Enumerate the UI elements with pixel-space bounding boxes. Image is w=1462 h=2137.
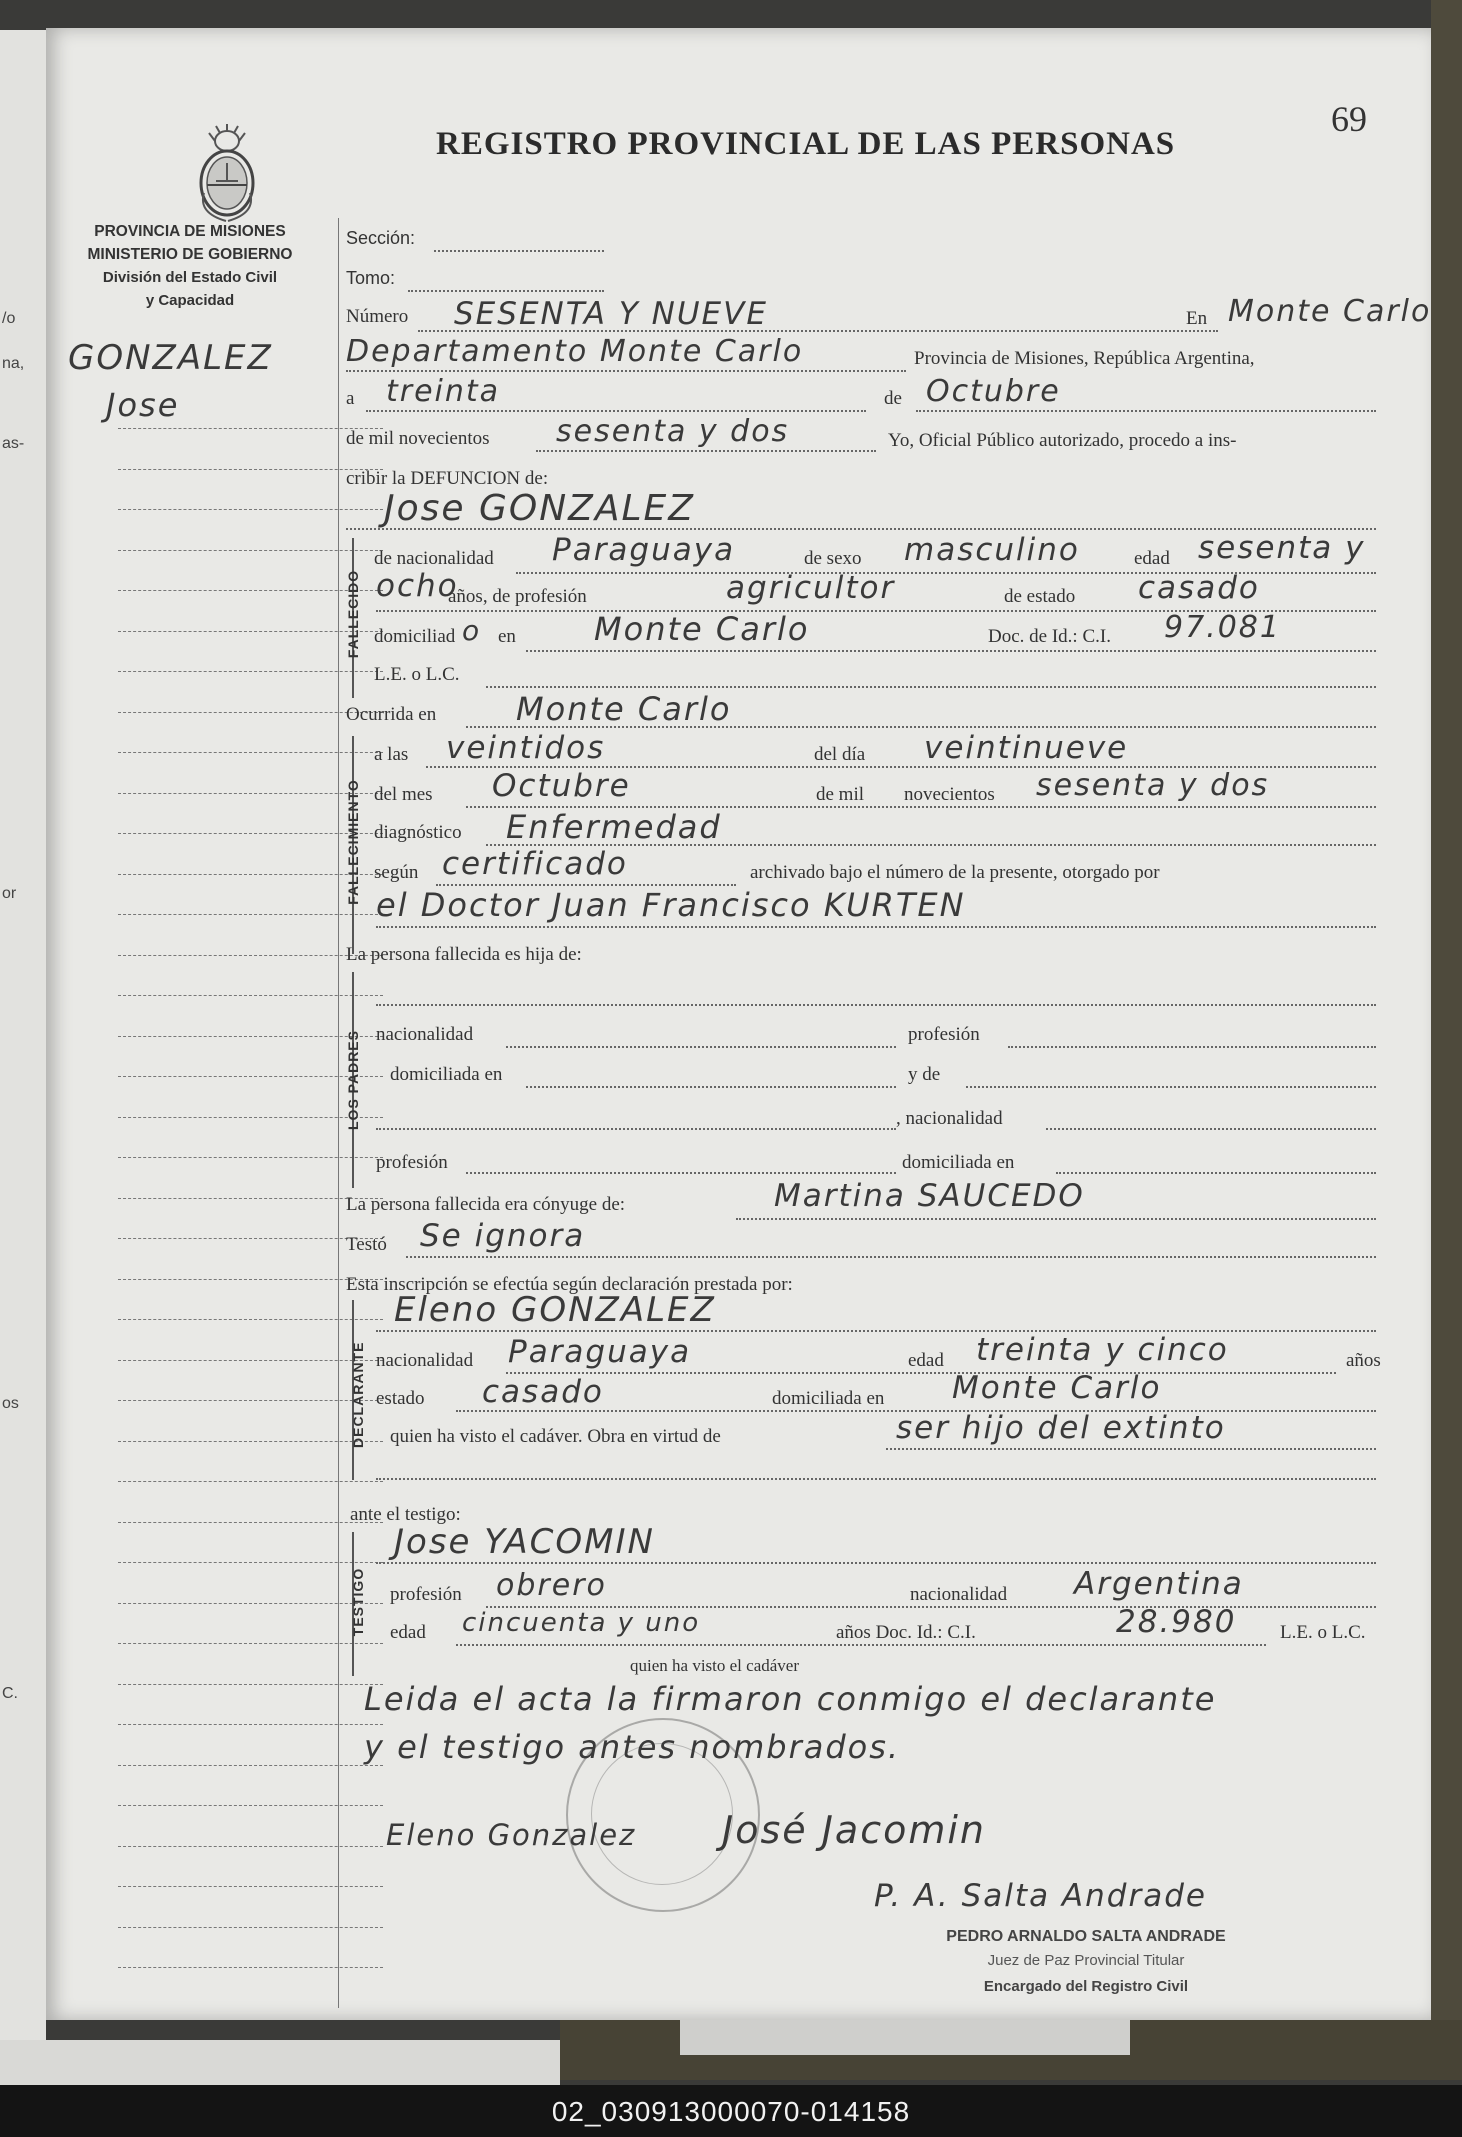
label-del-mes: del mes [374,784,433,805]
testo-line [406,1256,1376,1258]
label-novecientos: novecientos [904,784,995,805]
margin-rule-line [118,428,383,430]
label-domiciliada-en: domiciliada en [390,1064,503,1085]
label-tomo: Tomo: [346,268,396,288]
entry-test-ci: 28.980 [1116,1604,1237,1640]
under-page-strip [680,2015,1130,2055]
margin-rule-line [118,1117,383,1119]
entry-mes-fall: Octubre [492,768,631,804]
label-ante-testigo: ante el testigo: [350,1504,461,1525]
left-page-edge [0,30,46,2040]
label-edad-t: edad [390,1622,426,1643]
entry-mes: Octubre [926,374,1061,409]
label-conyuge: La persona fallecida era cónyuge de: [346,1194,626,1215]
side-label-fallecimiento: FALLECIMIENTO [345,779,361,905]
padre-name-line [376,1004,1376,1006]
madre-profesion-line [466,1172,896,1174]
margin-rule-line [118,1481,383,1483]
margin-rule-line [118,874,383,876]
madre-extra-line [376,1128,896,1130]
margin-rule-line [118,1441,383,1443]
label-domiciliada-en2: domiciliada en [902,1152,1015,1173]
label-edad-d: edad [908,1350,944,1371]
entry-testigo: Jose YACOMIN [394,1522,655,1562]
entry-decl-nacionalidad: Paraguaya [508,1334,692,1370]
entry-nacionalidad: Paraguaya [552,532,736,568]
margin-rule-line [118,1967,383,1969]
decl-nacionalidad-line [506,1372,1336,1374]
closing-line-1: Leida el acta la firmaron conmigo el declarante [364,1680,1217,1718]
left-fragment: /o [2,310,16,327]
testigo-line [376,1562,1376,1564]
label-nacionalidad: nacionalidad [376,1024,474,1045]
domicilio-line [526,650,1376,652]
label-numero: Número [346,306,409,327]
label-seccion: Sección: [346,228,416,248]
header-province: PROVINCIA DE MISIONES [94,223,286,240]
madre-name-line [966,1086,1376,1088]
label-quien-cadaver: quien ha visto el cadáver. Obra en virtud de [390,1426,721,1447]
dia-line [366,410,866,412]
margin-rule-line [118,1400,383,1402]
margin-rule-line [118,1765,383,1767]
entry-sexo: masculino [904,532,1080,568]
left-fragment: or [2,885,17,902]
decl-extra-line [376,1478,1376,1480]
signature-testigo: José Jacomin [722,1808,987,1852]
under-page [0,2040,560,2085]
entry-estado: casado [1138,570,1260,606]
entry-segun: certificado [442,846,628,882]
entry-dia-fall: veintinueve [924,730,1129,766]
label-profesion2: profesión [376,1152,448,1173]
entry-anio-fall: sesenta y dos [1036,768,1270,803]
label-del-dia: del día [814,744,866,765]
left-fragment: C. [2,1685,18,1702]
label-en2: en [498,626,516,647]
entry-domiciliado-suffix: o [462,614,482,647]
entry-ci: 97.081 [1164,610,1281,645]
label-de: de [884,388,902,409]
margin-rule-line [118,1360,383,1362]
label-en: En [1186,308,1208,329]
margin-rule-line [118,1805,383,1807]
padre-domicilio-line [526,1086,896,1088]
entry-test-profesion: obrero [496,1568,607,1603]
margin-rule-line [118,1522,383,1524]
label-hija-de: La persona fallecida es hija de: [346,944,582,965]
margin-rule-line [118,550,383,552]
entry-decl-edad: treinta y cinco [976,1332,1229,1368]
mes-line [916,410,1376,412]
decl-virtud-line [886,1448,1376,1450]
margin-rule-line [118,671,383,673]
label-de-nacionalidad: de nacionalidad [374,548,494,569]
label-doc-id: Doc. de Id.: C.I. [988,626,1111,647]
entry-departamento: Departamento Monte Carlo [346,334,804,369]
label-cribir: cribir la DEFUNCION de: [346,468,549,489]
label-anos-doc: años Doc. Id.: C.I. [836,1622,976,1643]
departamento-line [346,370,906,372]
margin-rule-line [118,752,383,754]
seccion-line [434,250,604,252]
header-capacity: y Capacidad [145,292,235,309]
label-anos: años [1346,1350,1381,1371]
margin-rule-line [118,1684,383,1686]
entry-anio: sesenta y dos [556,414,790,449]
medico-line [376,926,1376,928]
left-fragment: os [2,1395,19,1412]
margin-rule-line [118,631,383,633]
tomo-line [408,290,604,292]
entry-diagnostico: Enfermedad [506,808,722,846]
label-a-las: a las [374,744,409,765]
column-divider [338,218,339,2008]
entry-test-edad: cincuenta y uno [462,1608,701,1638]
margin-rule-line [118,590,383,592]
label-y-de: y de [908,1064,941,1085]
margin-rule-line [118,955,383,957]
margin-rule-line [118,1238,383,1240]
entry-decl-domicilio: Monte Carlo [952,1370,1162,1406]
label-de-estado: de estado [1004,586,1076,607]
entry-medico: el Doctor Juan Francisco KURTEN [376,886,966,924]
label-diagnostico: diagnóstico [374,822,462,843]
margin-rule-line [118,1076,383,1078]
entry-decl-estado: casado [482,1374,604,1410]
entry-hora: veintidos [446,730,606,766]
label-archivado: archivado bajo el número de la presente, otorgado por [750,862,1160,883]
page-number: 69 [1331,99,1367,139]
label-profesion-t: profesión [390,1584,462,1605]
margin-rule-line [118,1279,383,1281]
book-cover-edge [1431,0,1462,2050]
entry-test-nacionalidad: Argentina [1074,1566,1244,1602]
label-de-sexo: de sexo [804,548,862,569]
page-title: REGISTRO PROVINCIAL DE LAS PERSONAS [436,126,1176,162]
margin-rule-line [118,1319,383,1321]
document-page [46,28,1431,2020]
header-block [66,220,314,312]
entry-dia: treinta [386,374,501,409]
margin-rule-line [118,1603,383,1605]
entry-numero: SESENTA Y NUEVE [454,296,768,332]
margin-rule-line [118,712,383,714]
numero-line [418,330,1218,332]
label-yo-oficial: Yo, Oficial Público autorizado, procedo a ins- [888,430,1237,451]
margin-rule-line [118,1036,383,1038]
margin-rule-line [118,833,383,835]
signature-official: P. A. Salta Andrade [874,1878,1207,1914]
madre-domicilio-line [1056,1172,1376,1174]
label-le-lc-t: L.E. o L.C. [1280,1622,1366,1643]
margin-rule-line [118,1927,383,1929]
official-role-2: Encargado del Registro Civil [983,1978,1189,1995]
entry-domicilio: Monte Carlo [594,610,810,648]
le-lc-line [486,686,1376,688]
entry-decl-virtud: ser hijo del extinto [896,1410,1226,1446]
label-profesion: profesión [908,1024,980,1045]
madre-nacionalidad-line [1046,1128,1376,1130]
entry-profesion: agricultor [726,570,896,606]
label-de-mil2: de mil [816,784,865,805]
entry-en: Monte Carlo [1228,294,1432,329]
anio-line [536,450,876,452]
margin-rule-line [118,1157,383,1159]
left-fragment: na, [2,355,25,372]
margin-rule-line [118,509,383,511]
header-ministry: MINISTERIO DE GOBIERNO [87,246,293,263]
entry-edad: sesenta y [1198,530,1366,566]
label-le-lc: L.E. o L.C. [374,664,460,685]
test-edad-line [456,1644,1266,1646]
label-ocurrida-en: Ocurrida en [346,704,437,725]
label-provincia: Provincia de Misiones, República Argentina, [914,348,1255,369]
margin-rule-line [118,1562,383,1564]
label-domiciliada-en-d: domiciliada en [772,1388,885,1409]
margin-given-name: Jose [106,386,180,424]
header-division: División del Estado Civil [102,269,278,286]
margin-rule-line [118,914,383,916]
coat-of-arms-icon [196,123,258,223]
label-segun: según [374,862,419,883]
margin-rule-line [118,1724,383,1726]
footer-id: 02_030913000070-014158 [551,2096,911,2127]
entry-declarante: Eleno GONZALEZ [394,1290,716,1330]
side-label-fallecido: FALLECIDO [345,569,361,659]
label-anos-profesion: años, de profesión [448,586,587,607]
margin-rule-line [118,1846,383,1848]
margin-rule-line [118,793,383,795]
left-fragment: as- [2,435,25,452]
label-coma-nacionalidad: , nacionalidad [896,1108,1003,1129]
entry-testo: Se ignora [420,1218,586,1254]
entry-ocurrida-en: Monte Carlo [516,690,732,728]
padre-nacionalidad-line [506,1046,896,1048]
conyuge-line [736,1218,1376,1220]
padre-profesion-line [1008,1046,1376,1048]
entry-nombre: Jose GONZALEZ [384,488,695,529]
label-estado: estado [376,1388,425,1409]
side-label-los-padres: LOS PADRES [345,1030,361,1130]
side-label-testigo: TESTIGO [350,1567,366,1637]
closing-line-2: y el testigo antes nombrados. [364,1728,901,1766]
label-edad: edad [1134,548,1170,569]
official-name: PEDRO ARNALDO SALTA ANDRADE [946,1928,1226,1945]
label-nacionalidad-d: nacionalidad [376,1350,474,1371]
label-de-mil: de mil novecientos [346,428,490,449]
side-label-declarante: DECLARANTE [350,1341,366,1448]
label-inscripcion: Esta inscripción se efectúa según declaración prestada por: [346,1274,793,1295]
margin-rule-line [118,1886,383,1888]
label-a: a [346,388,355,409]
margin-surname: GONZALEZ [68,338,273,378]
footer-bar [0,2085,1462,2137]
label-nacionalidad-t: nacionalidad [910,1584,1008,1605]
ocurrida-line [466,726,1376,728]
label-domiciliado: domiciliad [374,626,456,647]
label-quien-cadaver-t: quien ha visto el cadáver [630,1656,799,1675]
entry-edad2: ocho [376,568,459,604]
entry-conyuge: Martina SAUCEDO [774,1178,1085,1214]
margin-rule-line [118,469,383,471]
margin-rule-line [118,1643,383,1645]
label-testo: Testó [346,1234,387,1255]
official-role-1: Juez de Paz Provincial Titular [987,1952,1185,1969]
margin-rule-line [118,995,383,997]
margin-rule-line [118,1198,383,1200]
signature-declarante: Eleno Gonzalez [386,1818,637,1852]
